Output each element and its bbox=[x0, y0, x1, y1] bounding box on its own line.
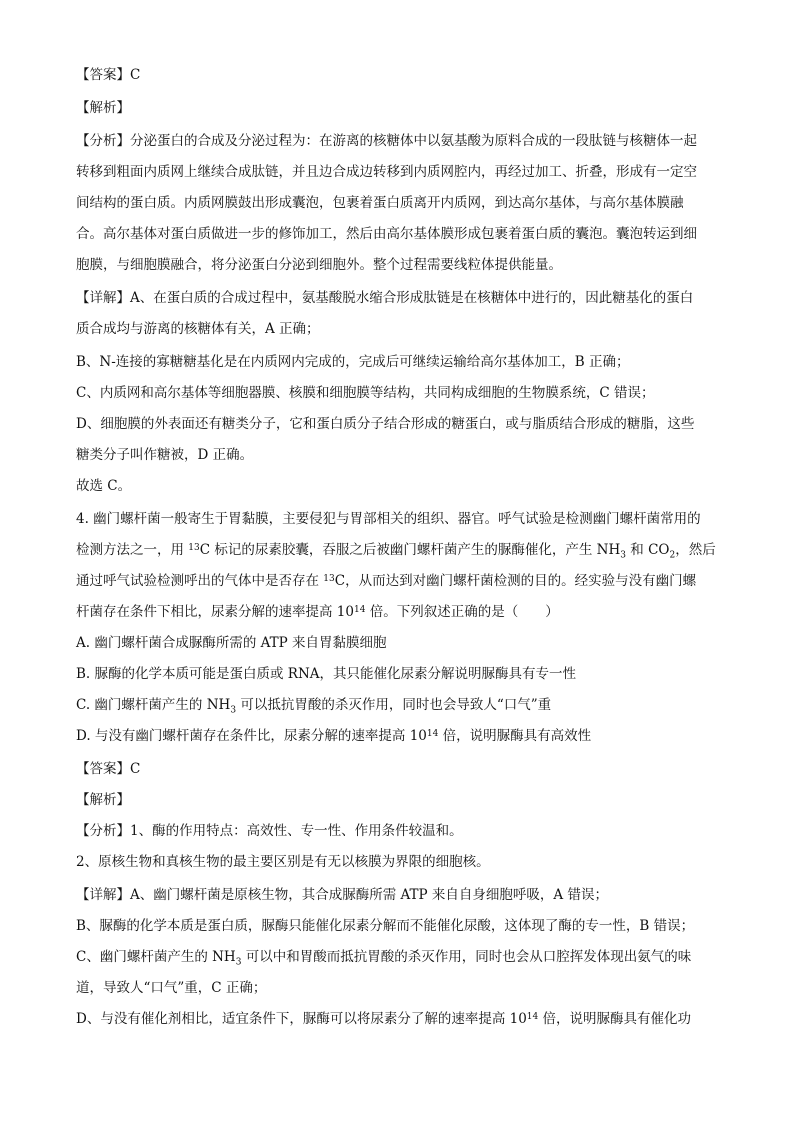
option-b: B. 脲酶的化学本质可能是蛋白质或 RNA，其只能催化尿素分解说明脲酶具有专一性 bbox=[76, 666, 577, 682]
text-line: C、内质网和高尔基体等细胞器膜、核膜和细胞膜等结构，共同构成细胞的生物膜系统，C 错误； bbox=[76, 385, 655, 401]
text-line: 【分析】分泌蛋白的合成及分泌过程为：在游离的核糖体中以氨基酸为原料合成的一段肽链与核糖体一起 bbox=[76, 133, 697, 149]
text-line: 道，导致人“口气”重，C 正确； bbox=[76, 980, 267, 996]
text-line: 故选 C。 bbox=[76, 478, 132, 494]
answer-line: 【答案】C bbox=[76, 67, 141, 83]
text-line: 质合成均与游离的核糖体有关，A 正确； bbox=[76, 321, 320, 337]
text-line: 合。高尔基体对蛋白质做进一步的修饰加工，然后由高尔基体膜形成包裹着蛋白质的囊泡。囊泡转运到细 bbox=[76, 226, 697, 242]
text-line: 转移到粗面内质网上继续合成肽链，并且边合成边转移到内质网腔内，再经过加工、折叠，形成有一定空 bbox=[76, 164, 697, 180]
option-c: C. 幽门螺杆菌产生的 $NH_3$ 可以抵抗胃酸的杀灭作用，同时也会导致人“口气”重 bbox=[76, 697, 552, 716]
question-4-stem: 通过呼气试验检测呼出的气体中是否存在 $^{13}$C，从而达到对幽门螺杆菌检测的目的。经实验与没有幽门螺 bbox=[76, 573, 697, 589]
question-4-stem: 杆菌存在条件下相比，尿素分解的速率提高 $10^{14}$ 倍。下列叙述正确的是（ ） bbox=[76, 604, 559, 620]
option-d: D. 与没有幽门螺杆菌存在条件比，尿素分解的速率提高 $10^{14}$ 倍，说明脲酶具有高效性 bbox=[76, 728, 592, 744]
text-line: 间结构的蛋白质。内质网膜鼓出形成囊泡，包裹着蛋白质离开内质网，到达高尔基体，与高尔基体膜融 bbox=[76, 195, 684, 211]
text-line: C、幽门螺杆菌产生的 $NH_3$ 可以中和胃酸而抵抗胃酸的杀灭作用，同时也会从口腔挥发体现出氨气的味 bbox=[76, 949, 692, 968]
text-line: 2、原核生物和真核生物的最主要区别是有无以核膜为界限的细胞核。 bbox=[76, 854, 490, 870]
analysis-heading: 【解析】 bbox=[76, 792, 130, 808]
question-4-stem: 检测方法之一，用 $^{13}$C 标记的尿素胶囊，吞服之后被幽门螺杆菌产生的脲酶催化，产生 $NH_3$ 和 $CO_2$，然后 bbox=[76, 542, 716, 561]
option-a: A. 幽门螺杆菌合成脲酶所需的 ATP 来自胃黏膜细胞 bbox=[76, 635, 387, 651]
question-4-stem: 4. 幽门螺杆菌一般寄生于胃黏膜，主要侵犯与胃部相关的组织、器官。呼气试验是检测幽门螺杆菌常用的 bbox=[76, 511, 701, 527]
text-line: 【分析】1、酶的作用特点：高效性、专一性、作用条件较温和。 bbox=[76, 823, 463, 839]
text-line: D、与没有催化剂相比，适宜条件下，脲酶可以将尿素分了解的速率提高 $10^{14}$ 倍，说明脲酶具有催化功 bbox=[76, 1011, 692, 1027]
text-line: 【详解】A、在蛋白质的合成过程中，氨基酸脱水缩合形成肽链是在核糖体中进行的，因此糖基化的蛋白 bbox=[76, 290, 694, 306]
text-line: 糖类分子叫作糖被，D 正确。 bbox=[76, 447, 254, 463]
text-line: D、细胞膜的外表面还有糖类分子，它和蛋白质分子结合形成的糖蛋白，或与脂质结合形成的糖脂，这些 bbox=[76, 416, 695, 432]
text-line: 胞膜，与细胞膜融合，将分泌蛋白分泌到细胞外。整个过程需要线粒体提供能量。 bbox=[76, 257, 562, 273]
text-line: B、脲酶的化学本质是蛋白质，脲酶只能催化尿素分解而不能催化尿酸，这体现了酶的专一性，B 错误； bbox=[76, 918, 695, 934]
answer-line: 【答案】C bbox=[76, 761, 141, 777]
analysis-heading: 【解析】 bbox=[76, 100, 130, 116]
text-line: 【详解】A、幽门螺杆菌是原核生物，其合成脲酶所需 ATP 来自自身细胞呼吸，A 错误； bbox=[76, 887, 608, 903]
text-line: B、N-连接的寡糖糖基化是在内质网内完成的，完成后可继续运输给高尔基体加工，B 正确； bbox=[76, 354, 630, 370]
